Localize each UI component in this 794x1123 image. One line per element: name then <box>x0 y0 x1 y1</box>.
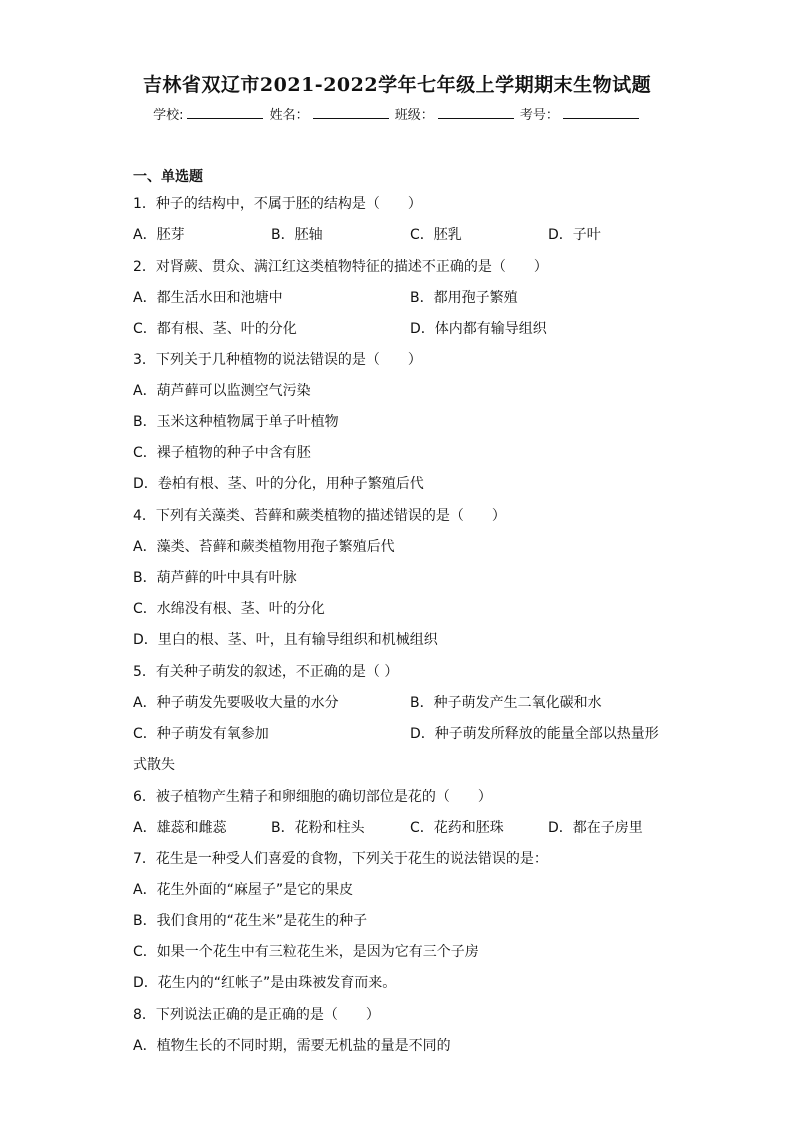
question-4-option-b: B．葫芦藓的叶中具有叶脉 <box>133 570 297 586</box>
question-7-option-a: A．花生外面的“麻屋子”是它的果皮 <box>133 882 354 898</box>
question-5-option-c: C．种子萌发有氧参加 <box>133 726 269 742</box>
question-2-option-d: D．体内都有输导组织 <box>410 321 547 337</box>
name-blank[interactable] <box>313 106 389 119</box>
question-1-option-d: D．子叶 <box>548 227 601 243</box>
question-2-option-c: C．都有根、茎、叶的分化 <box>133 321 297 337</box>
question-6-option-d: D．都在子房里 <box>548 820 643 836</box>
question-8-option-a: A．植物生长的不同时期，需要无机盐的量是不同的 <box>133 1038 451 1054</box>
question-7-option-b: B．我们食用的“花生米”是花生的种子 <box>133 913 368 929</box>
question-5-stem: 5．有关种子萌发的叙述，不正确的是（ ） <box>133 664 399 680</box>
question-5-option-b: B．种子萌发产生二氧化碳和水 <box>410 695 602 711</box>
question-3-option-d: D．卷柏有根、茎、叶的分化，用种子繁殖后代 <box>133 476 424 492</box>
question-3-option-a: A．葫芦藓可以监测空气污染 <box>133 383 311 399</box>
question-7-option-c: C．如果一个花生中有三粒花生米，是因为它有三个子房 <box>133 944 479 960</box>
question-1-option-a: A．胚芽 <box>133 227 185 243</box>
class-blank[interactable] <box>438 106 514 119</box>
question-3-stem: 3．下列关于几种植物的说法错误的是（ ） <box>133 352 422 368</box>
question-1-option-b: B．胚轴 <box>271 227 323 243</box>
question-4-option-c: C．水绵没有根、茎、叶的分化 <box>133 601 325 617</box>
name-label: 姓名： <box>269 108 309 123</box>
exam-number-label: 考号： <box>519 108 559 123</box>
question-4-option-a: A．藻类、苔藓和蕨类植物用孢子繁殖后代 <box>133 539 395 555</box>
exam-title: 吉林省双辽市2021-2022学年七年级上学期期末生物试题 <box>142 74 652 96</box>
question-7-option-d: D．花生内的“红帐子”是由珠被发育而来。 <box>133 975 397 991</box>
question-3-option-b: B．玉米这种植物属于单子叶植物 <box>133 414 339 430</box>
question-7-stem: 7．花生是一种受人们喜爱的食物，下列关于花生的说法错误的是： <box>133 851 548 867</box>
question-2-stem: 2．对肾蕨、贯众、满江红这类植物特征的描述不正确的是（ ） <box>133 259 548 275</box>
question-8-stem: 8．下列说法正确的是正确的是（ ） <box>133 1007 380 1023</box>
question-1-option-c: C．胚乳 <box>410 227 462 243</box>
question-4-stem: 4．下列有关藻类、苔藓和蕨类植物的描述错误的是（ ） <box>133 508 506 524</box>
question-1-stem: 1．种子的结构中，不属于胚的结构是（ ） <box>133 196 422 212</box>
question-4-option-d: D．里白的根、茎、叶，且有输导组织和机械组织 <box>133 632 438 648</box>
exam-number-blank[interactable] <box>563 106 639 119</box>
section-title: 一、单选题 <box>133 169 203 185</box>
school-label: 学校: <box>153 108 184 123</box>
question-6-stem: 6．被子植物产生精子和卵细胞的确切部位是花的（ ） <box>133 789 492 805</box>
question-2-option-a: A．都生活水田和池塘中 <box>133 290 283 306</box>
school-blank[interactable] <box>187 106 263 119</box>
question-3-option-c: C．裸子植物的种子中含有胚 <box>133 445 311 461</box>
class-label: 班级： <box>394 108 434 123</box>
question-6-option-b: B．花粉和柱头 <box>271 820 365 836</box>
question-6-option-c: C．花药和胚珠 <box>410 820 504 836</box>
student-info-line <box>0 104 794 123</box>
question-6-option-a: A．雄蕊和雌蕊 <box>133 820 227 836</box>
question-5-option-a: A．种子萌发先要吸收大量的水分 <box>133 695 339 711</box>
question-2-option-b: B．都用孢子繁殖 <box>410 290 518 306</box>
question-5-option-d-continuation: 式散失 <box>133 757 175 773</box>
question-5-option-d: D．种子萌发所释放的能量全部以热量形 <box>410 726 659 742</box>
